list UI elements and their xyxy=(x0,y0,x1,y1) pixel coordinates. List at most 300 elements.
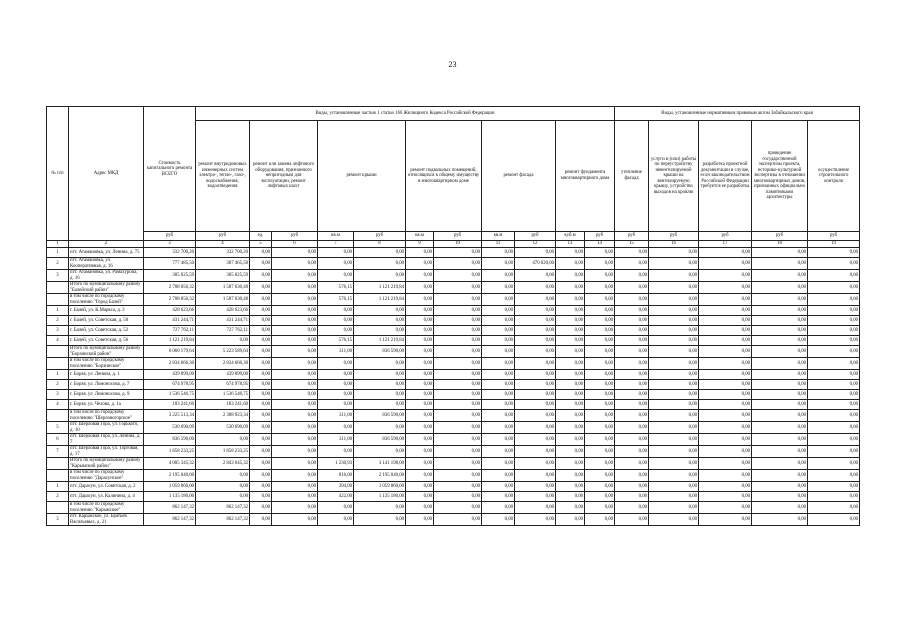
value-cell: 0,00 xyxy=(585,434,615,446)
value-cell: 0,00 xyxy=(585,336,615,346)
value-cell: 1 230,93 xyxy=(318,458,354,470)
value-cell: 0,00 xyxy=(615,458,649,470)
value-cell: 0,00 xyxy=(649,390,699,400)
column-number-cell: 16 xyxy=(649,241,699,248)
value-cell: 0,00 xyxy=(585,422,615,434)
value-cell: 1 121 219,84 xyxy=(144,336,196,346)
value-cell: 0,00 xyxy=(482,258,515,270)
value-cell: 0,00 xyxy=(482,270,515,282)
value-cell: 0,00 xyxy=(699,470,752,482)
value-cell: 0,00 xyxy=(699,358,752,370)
address-cell: Итого по муниципальному району "Балейский район" xyxy=(69,282,144,294)
value-cell: 530 690,09 xyxy=(144,422,196,434)
row-number-cell: 7 xyxy=(47,446,69,458)
value-cell: 0,00 xyxy=(406,346,434,358)
value-cell: 0,00 xyxy=(406,446,434,458)
address-cell: пгт. Дарасун, ул. Калинина, д. 4 xyxy=(69,492,144,502)
col-cost-header: Стоимость капитального ремонта ВСЕГО xyxy=(144,107,196,232)
value-cell: 0,00 xyxy=(699,316,752,326)
value-cell: 0,00 xyxy=(272,502,318,514)
table-row xyxy=(47,482,860,492)
value-cell: 0,00 xyxy=(482,434,515,446)
value-cell: 862 147,32 xyxy=(144,502,196,514)
value-cell: 0,00 xyxy=(649,282,699,294)
value-cell: 0,00 xyxy=(585,294,615,306)
value-cell: 0,00 xyxy=(649,316,699,326)
value-cell: 0,00 xyxy=(318,358,354,370)
value-cell: 0,00 xyxy=(482,514,515,526)
value-cell: 0,00 xyxy=(585,358,615,370)
value-cell: 0,00 xyxy=(556,258,585,270)
value-cell: 5 223 589,64 xyxy=(196,346,250,358)
value-cell: 0,00 xyxy=(615,248,649,258)
value-cell: 0,00 xyxy=(272,492,318,502)
value-cell: 0,00 xyxy=(649,258,699,270)
page-number: 23 xyxy=(448,60,457,69)
value-cell: 0,00 xyxy=(699,446,752,458)
address-cell: Итого по муниципальному району "Карымский район" xyxy=(69,458,144,470)
value-cell: 0,00 xyxy=(699,370,752,380)
value-cell: 0,00 xyxy=(556,434,585,446)
value-cell: 0,00 xyxy=(752,422,808,434)
value-cell: 0,00 xyxy=(556,514,585,526)
value-cell: 0,00 xyxy=(482,400,515,410)
value-cell: 777 485,50 xyxy=(144,258,196,270)
value-cell: 0,00 xyxy=(434,306,482,316)
value-cell: 0,00 xyxy=(515,514,556,526)
col-b1-header: утепление фасада xyxy=(615,121,649,232)
value-cell: 0,00 xyxy=(250,470,272,482)
value-cell: 0,00 xyxy=(272,380,318,390)
value-cell: 0,00 xyxy=(272,482,318,492)
value-cell: 0,00 xyxy=(250,390,272,400)
value-cell: 0,00 xyxy=(406,258,434,270)
value-cell: 836 590,00 xyxy=(144,434,196,446)
table-row xyxy=(47,248,860,258)
value-cell: 0,00 xyxy=(752,282,808,294)
value-cell: 0,00 xyxy=(272,514,318,526)
value-cell: 862 147,32 xyxy=(196,514,250,526)
value-cell: 439 899,00 xyxy=(196,370,250,380)
value-cell: 576,15 xyxy=(318,336,354,346)
value-cell: 0,00 xyxy=(406,282,434,294)
value-cell: 422,00 xyxy=(318,492,354,502)
value-cell: 0,00 xyxy=(482,306,515,316)
value-cell: 0,00 xyxy=(250,346,272,358)
unit-cell: руб xyxy=(354,232,406,241)
value-cell: 0,00 xyxy=(556,458,585,470)
value-cell: 0,00 xyxy=(615,336,649,346)
value-cell: 0,00 xyxy=(699,326,752,336)
value-cell: 0,00 xyxy=(556,270,585,282)
value-cell: 0,00 xyxy=(272,434,318,446)
row-number-cell xyxy=(47,458,69,470)
value-cell: 0,00 xyxy=(699,492,752,502)
value-cell: 0,00 xyxy=(615,422,649,434)
table-row xyxy=(47,410,860,422)
value-cell: 0,00 xyxy=(406,458,434,470)
value-cell: 305 825,59 xyxy=(144,270,196,282)
row-number-cell: 1 xyxy=(47,306,69,316)
col-a5-header: ремонт фасада xyxy=(482,121,556,232)
value-cell: 0,00 xyxy=(752,326,808,336)
value-cell: 0,00 xyxy=(482,358,515,370)
table-row xyxy=(47,422,860,434)
value-cell: 0,00 xyxy=(250,248,272,258)
value-cell: 0,00 xyxy=(250,502,272,514)
unit-cell: руб xyxy=(699,232,752,241)
value-cell: 0,00 xyxy=(615,282,649,294)
value-cell: 0,00 xyxy=(615,446,649,458)
value-cell: 0,00 xyxy=(556,492,585,502)
value-cell: 0,00 xyxy=(434,470,482,482)
value-cell: 0,00 xyxy=(406,434,434,446)
value-cell: 0,00 xyxy=(556,294,585,306)
value-cell: 0,00 xyxy=(354,306,406,316)
value-cell: 0,00 xyxy=(250,410,272,422)
value-cell: 0,00 xyxy=(354,370,406,380)
value-cell: 0,00 xyxy=(406,316,434,326)
value-cell: 836 590,00 xyxy=(354,346,406,358)
row-number-cell: 3 xyxy=(47,270,69,282)
value-cell: 0,00 xyxy=(515,370,556,380)
value-cell: 0,00 xyxy=(434,514,482,526)
value-cell: 0,00 xyxy=(699,422,752,434)
address-cell: пгт. Шерловая Гора, ул. Торговая, д. 17 xyxy=(69,446,144,458)
value-cell: 0,00 xyxy=(808,422,860,434)
value-cell: 0,00 xyxy=(556,410,585,422)
value-cell: 311,00 xyxy=(318,410,354,422)
value-cell: 530 690,09 xyxy=(196,422,250,434)
column-number-cell: 15 xyxy=(615,241,649,248)
value-cell: 0,00 xyxy=(752,434,808,446)
value-cell: 0,00 xyxy=(272,258,318,270)
value-cell: 0,00 xyxy=(699,458,752,470)
address-cell: г. Балей, ул. Советская, д. 50 xyxy=(69,316,144,326)
value-cell: 0,00 xyxy=(752,370,808,380)
value-cell: 0,00 xyxy=(649,482,699,492)
value-cell: 0,00 xyxy=(808,390,860,400)
row-number-cell: 1 xyxy=(47,370,69,380)
value-cell: 0,00 xyxy=(585,492,615,502)
group-b-header: Виды, установленные нормативным правовым актом Забайкальского края xyxy=(615,107,860,121)
value-cell: 0,00 xyxy=(482,248,515,258)
value-cell: 0,00 xyxy=(434,326,482,336)
value-cell: 0,00 xyxy=(272,446,318,458)
row-number-cell xyxy=(47,410,69,422)
value-cell: 1 587 630,48 xyxy=(196,294,250,306)
value-cell: 0,00 xyxy=(556,336,585,346)
value-cell: 2 708 850,32 xyxy=(144,282,196,294)
value-cell: 428 623,66 xyxy=(144,306,196,316)
row-number-cell: 2 xyxy=(47,258,69,270)
value-cell: 0,00 xyxy=(808,434,860,446)
value-cell: 0,00 xyxy=(585,410,615,422)
value-cell: 0,00 xyxy=(615,258,649,270)
value-cell: 0,00 xyxy=(250,294,272,306)
value-cell: 0,00 xyxy=(250,326,272,336)
value-cell: 183 241,60 xyxy=(144,400,196,410)
value-cell: 0,00 xyxy=(272,326,318,336)
value-cell: 0,00 xyxy=(318,258,354,270)
value-cell: 0,00 xyxy=(250,400,272,410)
value-cell: 0,00 xyxy=(406,390,434,400)
value-cell: 0,00 xyxy=(808,358,860,370)
value-cell: 0,00 xyxy=(585,458,615,470)
value-cell: 183 241,60 xyxy=(196,400,250,410)
value-cell: 0,00 xyxy=(482,282,515,294)
value-cell: 428 623,66 xyxy=(196,306,250,316)
value-cell: 311,00 xyxy=(318,346,354,358)
value-cell: 0,00 xyxy=(556,502,585,514)
value-cell: 0,00 xyxy=(585,370,615,380)
value-cell: 0,00 xyxy=(482,492,515,502)
col-b5-header: осуществление строительного контроля xyxy=(808,121,860,232)
value-cell: 0,00 xyxy=(615,380,649,390)
column-number-cell: 5 xyxy=(250,241,272,248)
value-cell: 0,00 xyxy=(406,248,434,258)
address-cell: в том числе по городскому поселению "Дарасунское" xyxy=(69,470,144,482)
value-cell: 0,00 xyxy=(752,294,808,306)
row-number-cell xyxy=(47,346,69,358)
column-number-cell: 1 xyxy=(47,241,69,248)
value-cell: 0,00 xyxy=(406,294,434,306)
value-cell: 0,00 xyxy=(699,514,752,526)
value-cell: 0,00 xyxy=(615,370,649,380)
column-number-cell: 7 xyxy=(318,241,354,248)
value-cell: 0,00 xyxy=(250,514,272,526)
col-a3-header: ремонт крыши xyxy=(318,121,406,232)
value-cell: 0,00 xyxy=(556,370,585,380)
value-cell: 0,00 xyxy=(406,400,434,410)
value-cell: 0,00 xyxy=(272,458,318,470)
value-cell: 0,00 xyxy=(585,282,615,294)
value-cell: 0,00 xyxy=(649,294,699,306)
value-cell: 0,00 xyxy=(585,390,615,400)
value-cell: 3 225 513,34 xyxy=(144,410,196,422)
value-cell: 674 978,95 xyxy=(144,380,196,390)
value-cell: 0,00 xyxy=(556,306,585,316)
value-cell: 0,00 xyxy=(196,482,250,492)
value-cell: 0,00 xyxy=(250,380,272,390)
value-cell: 0,00 xyxy=(482,422,515,434)
value-cell: 0,00 xyxy=(615,482,649,492)
value-cell: 431 244,71 xyxy=(144,316,196,326)
value-cell: 0,00 xyxy=(649,514,699,526)
value-cell: 0,00 xyxy=(434,400,482,410)
value-cell: 0,00 xyxy=(434,434,482,446)
row-number-cell xyxy=(47,470,69,482)
value-cell: 0,00 xyxy=(250,458,272,470)
table-row xyxy=(47,258,860,270)
value-cell: 0,00 xyxy=(272,336,318,346)
value-cell: 0,00 xyxy=(556,282,585,294)
row-number-cell: 1 xyxy=(47,248,69,258)
unit-cell: руб xyxy=(615,232,649,241)
table-row xyxy=(47,370,860,380)
value-cell: 0,00 xyxy=(615,316,649,326)
address-cell: пгт. Атамановка, ул. Ленина, д. 75 xyxy=(69,248,144,258)
value-cell: 0,00 xyxy=(272,400,318,410)
value-cell: 0,00 xyxy=(272,422,318,434)
value-cell: 0,00 xyxy=(434,370,482,380)
table-row xyxy=(47,390,860,400)
value-cell: 0,00 xyxy=(482,316,515,326)
value-cell: 0,00 xyxy=(699,336,752,346)
value-cell: 305 825,59 xyxy=(196,270,250,282)
table-row xyxy=(47,502,860,514)
value-cell: 0,00 xyxy=(585,346,615,358)
value-cell: 0,00 xyxy=(250,482,272,492)
value-cell: 0,00 xyxy=(434,446,482,458)
value-cell: 0,00 xyxy=(808,326,860,336)
value-cell: 0,00 xyxy=(406,336,434,346)
value-cell: 0,00 xyxy=(318,270,354,282)
value-cell: 0,00 xyxy=(752,316,808,326)
value-cell: 0,00 xyxy=(354,446,406,458)
value-cell: 0,00 xyxy=(615,358,649,370)
unit-cell: руб xyxy=(196,232,250,241)
column-number-cell: 8 xyxy=(354,241,406,248)
value-cell: 0,00 xyxy=(406,358,434,370)
value-cell: 0,00 xyxy=(585,316,615,326)
value-cell: 0,00 xyxy=(556,470,585,482)
value-cell: 0,00 xyxy=(354,422,406,434)
capital-repair-table xyxy=(46,106,860,526)
value-cell: 0,00 xyxy=(272,270,318,282)
value-cell: 0,00 xyxy=(699,258,752,270)
table-row xyxy=(47,294,860,306)
row-number-cell: 5 xyxy=(47,422,69,434)
value-cell: 0,00 xyxy=(482,380,515,390)
value-cell: 0,00 xyxy=(515,434,556,446)
value-cell: 0,00 xyxy=(434,258,482,270)
address-cell: г. Борзя, ул. Ломоносова, д. 7 xyxy=(69,380,144,390)
value-cell: 3 141 198,00 xyxy=(354,458,406,470)
value-cell: 0,00 xyxy=(556,422,585,434)
row-number-cell: 4 xyxy=(47,336,69,346)
col-a2-header: ремонт или замена лифтового оборудования, признанного непригодным для эксплуатации, ремонт лифтовых шахт xyxy=(250,121,318,232)
value-cell: 1 059 860,00 xyxy=(354,482,406,492)
address-cell: пгт. Атамановка, ул. Рамахуроиа, д. 16 xyxy=(69,270,144,282)
value-cell: 0,00 xyxy=(556,380,585,390)
value-cell: 0,00 xyxy=(272,346,318,358)
table-row xyxy=(47,514,860,526)
value-cell: 0,00 xyxy=(649,446,699,458)
value-cell: 0,00 xyxy=(699,294,752,306)
value-cell: 0,00 xyxy=(585,446,615,458)
value-cell: 0,00 xyxy=(515,248,556,258)
value-cell: 836 590,00 xyxy=(354,434,406,446)
value-cell: 1 536 546,75 xyxy=(144,390,196,400)
col-a4-header: ремонт подвальных помещений, относящихся к общему имуществу в многоквартирном доме xyxy=(406,121,482,232)
value-cell: 0,00 xyxy=(556,390,585,400)
address-cell: г. Борзя, ул. Ломоносова, д. 9 xyxy=(69,390,144,400)
column-number-cell: 19 xyxy=(808,241,860,248)
value-cell: 0,00 xyxy=(515,336,556,346)
value-cell: 2 708 850,32 xyxy=(144,294,196,306)
value-cell: 0,00 xyxy=(482,482,515,492)
group-a-header: Виды, установленные частью 1 статьи 166 Жилищного Кодекса Российской Федерации xyxy=(196,107,615,121)
value-cell: 307 465,50 xyxy=(196,258,250,270)
value-cell: 0,00 xyxy=(585,482,615,492)
value-cell: 0,00 xyxy=(515,492,556,502)
value-cell: 4 005 345,32 xyxy=(144,458,196,470)
value-cell: 0,00 xyxy=(808,294,860,306)
value-cell: 0,00 xyxy=(808,336,860,346)
value-cell: 0,00 xyxy=(808,282,860,294)
value-cell: 0,00 xyxy=(649,434,699,446)
value-cell: 0,00 xyxy=(272,358,318,370)
value-cell: 0,00 xyxy=(808,502,860,514)
value-cell: 0,00 xyxy=(482,410,515,422)
unit-cell: руб xyxy=(585,232,615,241)
value-cell: 0,00 xyxy=(318,400,354,410)
value-cell: 0,00 xyxy=(699,282,752,294)
value-cell: 0,00 xyxy=(250,336,272,346)
value-cell: 0,00 xyxy=(752,270,808,282)
value-cell: 0,00 xyxy=(406,410,434,422)
value-cell: 0,00 xyxy=(482,370,515,380)
row-number-cell xyxy=(47,294,69,306)
value-cell: 0,00 xyxy=(585,306,615,316)
row-number-cell: 6 xyxy=(47,434,69,446)
value-cell: 6 060 179,64 xyxy=(144,346,196,358)
value-cell: 0,00 xyxy=(615,434,649,446)
value-cell: 0,00 xyxy=(272,470,318,482)
table-row xyxy=(47,336,860,346)
row-number-cell: 3 xyxy=(47,326,69,336)
value-cell: 0,00 xyxy=(250,316,272,326)
value-cell: 0,00 xyxy=(752,258,808,270)
value-cell: 332 700,20 xyxy=(196,248,250,258)
address-cell: пгт. Атамановка, ул. Кооперативная, д. 16 xyxy=(69,258,144,270)
value-cell: 0,00 xyxy=(515,346,556,358)
address-cell: г. Борзя, ул. Ленина, д. 1 xyxy=(69,370,144,380)
value-cell: 0,00 xyxy=(585,502,615,514)
value-cell: 0,00 xyxy=(515,390,556,400)
address-cell: пгт. Шерловая Гора, ул. Горького, д. 10 xyxy=(69,422,144,434)
value-cell: 0,00 xyxy=(434,346,482,358)
value-cell: 0,00 xyxy=(808,446,860,458)
unit-cell: руб xyxy=(272,232,318,241)
value-cell: 0,00 xyxy=(752,492,808,502)
value-cell: 0,00 xyxy=(318,316,354,326)
value-cell: 0,00 xyxy=(649,370,699,380)
value-cell: 0,00 xyxy=(615,470,649,482)
value-cell: 311,00 xyxy=(318,434,354,446)
value-cell: 0,00 xyxy=(318,370,354,380)
value-cell: 1 121 219,84 xyxy=(354,336,406,346)
value-cell: 0,00 xyxy=(699,270,752,282)
table-row xyxy=(47,380,860,390)
value-cell: 0,00 xyxy=(699,380,752,390)
unit-cell: руб xyxy=(649,232,699,241)
value-cell: 0,00 xyxy=(250,270,272,282)
value-cell: 0,00 xyxy=(196,492,250,502)
value-cell: 1 135 180,00 xyxy=(354,492,406,502)
value-cell: 0,00 xyxy=(434,422,482,434)
value-cell: 0,00 xyxy=(585,270,615,282)
column-number-cell: 4 xyxy=(196,241,250,248)
row-number-cell: 2 xyxy=(47,492,69,502)
column-number-cell: 12 xyxy=(515,241,556,248)
value-cell: 0,00 xyxy=(752,336,808,346)
value-cell: 470 020,00 xyxy=(515,258,556,270)
row-number-cell xyxy=(47,282,69,294)
value-cell: 0,00 xyxy=(615,492,649,502)
column-number-cell: 9 xyxy=(406,241,434,248)
